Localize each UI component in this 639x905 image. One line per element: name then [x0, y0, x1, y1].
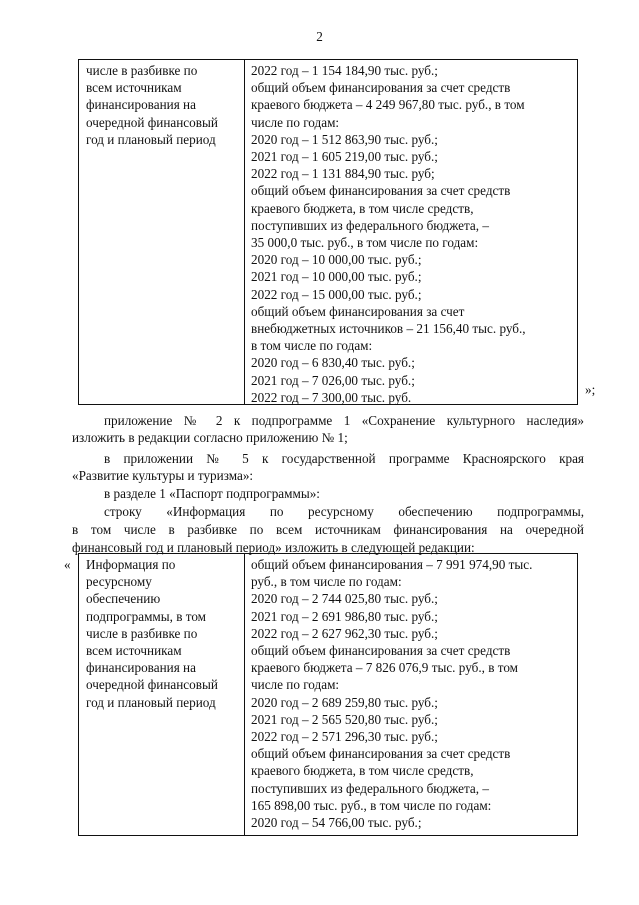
- table-right-cell: [251, 62, 573, 406]
- table-right-line: краевого бюджета, в том числе средств,: [251, 200, 474, 216]
- closing-quote-mark: »;: [585, 382, 596, 397]
- table-right-line: 2021 год – 2 565 520,80 тыс. руб.;: [251, 711, 438, 727]
- table-right-line: общий объем финансирования за счет средств: [251, 643, 511, 659]
- table-right-line: общий объем финансирования за счет средств: [251, 746, 511, 762]
- table-right-line: 2022 год – 15 000,00 тыс. руб.;: [251, 286, 422, 302]
- table-right-line: 2022 год – 7 300,00 тыс. руб.: [251, 389, 412, 405]
- paragraph-line: финансовый год и плановый период» изложить в следующей редакции:: [72, 540, 475, 555]
- table-left-line: Информация по: [86, 557, 176, 572]
- paragraph-line: в разделе 1 «Паспорт подпрограммы»:: [104, 486, 320, 501]
- table-right-line: числе по годам:: [251, 114, 340, 130]
- table-right-cell: [251, 556, 573, 831]
- table-right-line: краевого бюджета, в том числе средств,: [251, 763, 474, 779]
- table-right-line: 2022 год – 1 154 184,90 тыс. руб.;: [251, 63, 438, 78]
- table-left-line: очередной финансовый: [86, 114, 218, 130]
- table-right-line: общий объем финансирования за счет средств: [251, 80, 511, 96]
- table-right-line: 2022 год – 1 131 884,90 тыс. руб;: [251, 166, 435, 182]
- paragraph-line: «Развитие культуры и туризма»:: [72, 468, 254, 483]
- table-left-line: финансирования на: [86, 97, 196, 113]
- table-left-line: числе в разбивке по: [86, 63, 198, 78]
- table-left-line: всем источникам: [86, 80, 182, 96]
- table-right-line: числе по годам:: [251, 677, 340, 693]
- table-right-line: 2021 год – 1 605 219,00 тыс. руб.;: [251, 149, 438, 165]
- table-right-line: 2022 год – 2 627 962,30 тыс. руб.;: [251, 625, 438, 641]
- page-number: 2: [316, 29, 323, 44]
- funding-table-continued: [78, 59, 578, 405]
- table-left-line: ресурсному: [86, 574, 152, 590]
- paragraph-line: изложить в редакции согласно приложению № 1;: [72, 430, 348, 445]
- table-right-line: 2020 год – 2 689 259,80 тыс. руб.;: [251, 694, 438, 710]
- table-left-line: очередной финансовый: [86, 677, 218, 693]
- table-column-divider: [244, 554, 245, 835]
- table-right-line: общий объем финансирования за счет средств: [251, 183, 511, 199]
- table-left-line: всем источникам: [86, 643, 182, 659]
- table-left-cell: [86, 62, 242, 148]
- table-right-line: 2020 год – 1 512 863,90 тыс. руб.;: [251, 131, 438, 147]
- table-right-line: 2020 год – 10 000,00 тыс. руб.;: [251, 252, 422, 268]
- table-left-line: подпрограммы, в том: [86, 608, 207, 624]
- table-left-line: год и плановый период: [86, 694, 216, 710]
- table-right-line: 2020 год – 6 830,40 тыс. руб.;: [251, 355, 415, 371]
- table-column-divider: [244, 60, 245, 404]
- table-right-line: 165 898,00 тыс. руб., в том числе по годам:: [251, 797, 492, 813]
- table-right-line: 2022 год – 2 571 296,30 тыс. руб.;: [251, 729, 438, 745]
- table-left-line: финансирования на: [86, 660, 196, 676]
- table-left-cell: [86, 556, 242, 711]
- paragraph-line: приложение № 2 к подпрограмме 1 «Сохранение культурного наследия»: [104, 413, 584, 428]
- funding-table-new: [78, 553, 578, 836]
- table-right-line: поступивших из федерального бюджета, –: [251, 780, 489, 796]
- table-right-line: 2021 год – 10 000,00 тыс. руб.;: [251, 269, 422, 285]
- table-right-line: краевого бюджета – 7 826 076,9 тыс. руб., в том: [251, 660, 519, 676]
- table-right-line: в том числе по годам:: [251, 338, 373, 354]
- table-right-line: 2021 год – 2 691 986,80 тыс. руб.;: [251, 608, 438, 624]
- paragraph-line: в том числе в разбивке по всем источникам финансирования на очередной: [72, 522, 584, 537]
- table-right-line: руб., в том числе по годам:: [251, 574, 402, 590]
- table-right-line: внебюджетных источников – 21 156,40 тыс. руб.,: [251, 321, 526, 337]
- table-right-line: 2021 год – 7 026,00 тыс. руб.;: [251, 372, 415, 388]
- table-right-line: краевого бюджета – 4 249 967,80 тыс. руб., в том: [251, 97, 525, 113]
- table-right-line: 35 000,0 тыс. руб., в том числе по годам:: [251, 235, 479, 251]
- table-right-line: 2020 год – 54 766,00 тыс. руб.;: [251, 815, 422, 831]
- paragraph-line: строку «Информация по ресурсному обеспечению подпрограммы,: [104, 504, 584, 519]
- table-right-line: поступивших из федерального бюджета, –: [251, 217, 489, 233]
- table-right-line: общий объем финансирования – 7 991 974,90 тыс.: [251, 557, 533, 572]
- table-right-line: общий объем финансирования за счет: [251, 303, 465, 319]
- table-right-line: 2020 год – 2 744 025,80 тыс. руб.;: [251, 591, 438, 607]
- table-left-line: год и плановый период: [86, 131, 216, 147]
- opening-quote-mark: «: [64, 557, 71, 572]
- table-left-line: обеспечению: [86, 591, 161, 607]
- paragraph-line: в приложении № 5 к государственной программе Красноярского края: [104, 451, 584, 466]
- table-left-line: числе в разбивке по: [86, 625, 198, 641]
